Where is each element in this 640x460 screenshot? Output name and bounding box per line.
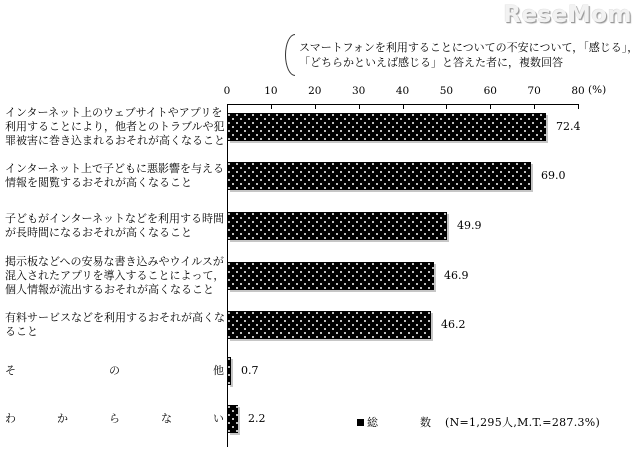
legend-series-start: 総: [367, 416, 378, 429]
x-tick-mark: [315, 104, 316, 109]
x-tick-mark: [403, 104, 404, 109]
bar-value-label: 0.7: [241, 364, 259, 377]
category-label-char: ら: [109, 412, 120, 425]
bar: [228, 162, 531, 190]
bar-value-label: 69.0: [541, 169, 566, 182]
category-label: [5, 412, 224, 426]
category-label-line: 罪被害に巻き込まれるおそれが高くなること: [5, 134, 225, 147]
x-tick-label: 30: [351, 85, 366, 97]
x-tick-mark: [271, 104, 272, 109]
x-tick-label: 80: [571, 85, 585, 97]
x-tick-label: 0: [223, 85, 231, 97]
legend: [357, 414, 600, 430]
category-label-char: か: [57, 412, 68, 425]
bar: [228, 311, 431, 339]
x-tick-mark: [534, 104, 535, 109]
category-label-char: い: [213, 412, 224, 425]
percent-unit-label: (%): [588, 84, 607, 96]
category-label-line: 利用することにより，他者とのトラブルや犯: [5, 120, 225, 133]
legend-series-end: 数: [420, 416, 431, 429]
category-label-char: わ: [5, 412, 16, 425]
bar: [228, 405, 238, 433]
category-label-line: インターネット上のウェブサイトやアプリを: [5, 106, 223, 119]
category-label: [5, 106, 224, 148]
bar-value-label: 2.2: [248, 412, 266, 425]
legend-marker-icon: [357, 419, 364, 426]
category-label-char: の: [109, 364, 120, 377]
category-label-char: 他: [213, 364, 224, 377]
x-tick-mark: [490, 104, 491, 109]
category-label-line: が長時間になるおそれが高くなること: [5, 226, 192, 239]
category-label: [5, 255, 224, 297]
category-label: [5, 311, 224, 339]
category-label-char: な: [161, 412, 172, 425]
x-tick-label: 10: [264, 85, 278, 97]
bar: [228, 262, 434, 290]
category-label: [5, 364, 224, 378]
category-label: [5, 162, 224, 190]
bar-value-label: 46.2: [441, 318, 466, 331]
category-label-line: 有料サービスなどを利用するおそれが高くな: [5, 311, 225, 324]
bar-value-label: 72.4: [556, 120, 581, 133]
survey-note: [285, 34, 640, 76]
survey-note-line2: 「どちらかといえば感じる」と答えた者に，複数回答: [299, 56, 563, 69]
bar: [228, 357, 231, 385]
category-label-line: 掲示板などへの安易な書き込みやウイルスが: [5, 255, 224, 268]
bar: [228, 113, 546, 141]
bar: [228, 212, 447, 240]
x-tick-label: 50: [439, 85, 454, 97]
x-tick-label: 40: [395, 85, 410, 97]
category-label-line: 混入されたアプリを導入することによって，: [5, 269, 225, 282]
x-tick-mark: [446, 104, 447, 109]
category-label-line: 子どもがインターネットなどを利用する時間: [5, 212, 225, 225]
legend-note: (N=1,295人,M.T.=287.3%): [445, 416, 601, 429]
category-label-line: 情報を閲覧するおそれが高くなること: [5, 176, 192, 189]
x-tick-mark: [359, 104, 360, 109]
category-label: [5, 212, 224, 240]
x-tick-label: 20: [308, 85, 322, 97]
category-label-line: 個人情報が流出するおそれが高くなること: [5, 283, 214, 296]
left-bracket-icon: [285, 34, 295, 76]
survey-note-line1: スマートフォンを利用することについての不安について，「感じる」，: [299, 41, 639, 54]
x-tick-label: 70: [527, 85, 541, 97]
x-tick-mark: [578, 104, 579, 109]
survey-note-text: [299, 40, 638, 70]
category-label-line: ること: [5, 325, 38, 338]
x-tick-label: 60: [483, 85, 497, 97]
bar-value-label: 46.9: [444, 269, 469, 282]
category-label-line: インターネット上で子どもに悪影響を与える: [5, 162, 225, 175]
resemom-logo: ReseMom: [503, 2, 632, 28]
bar-value-label: 49.9: [457, 219, 482, 232]
category-label-char: そ: [5, 364, 16, 377]
